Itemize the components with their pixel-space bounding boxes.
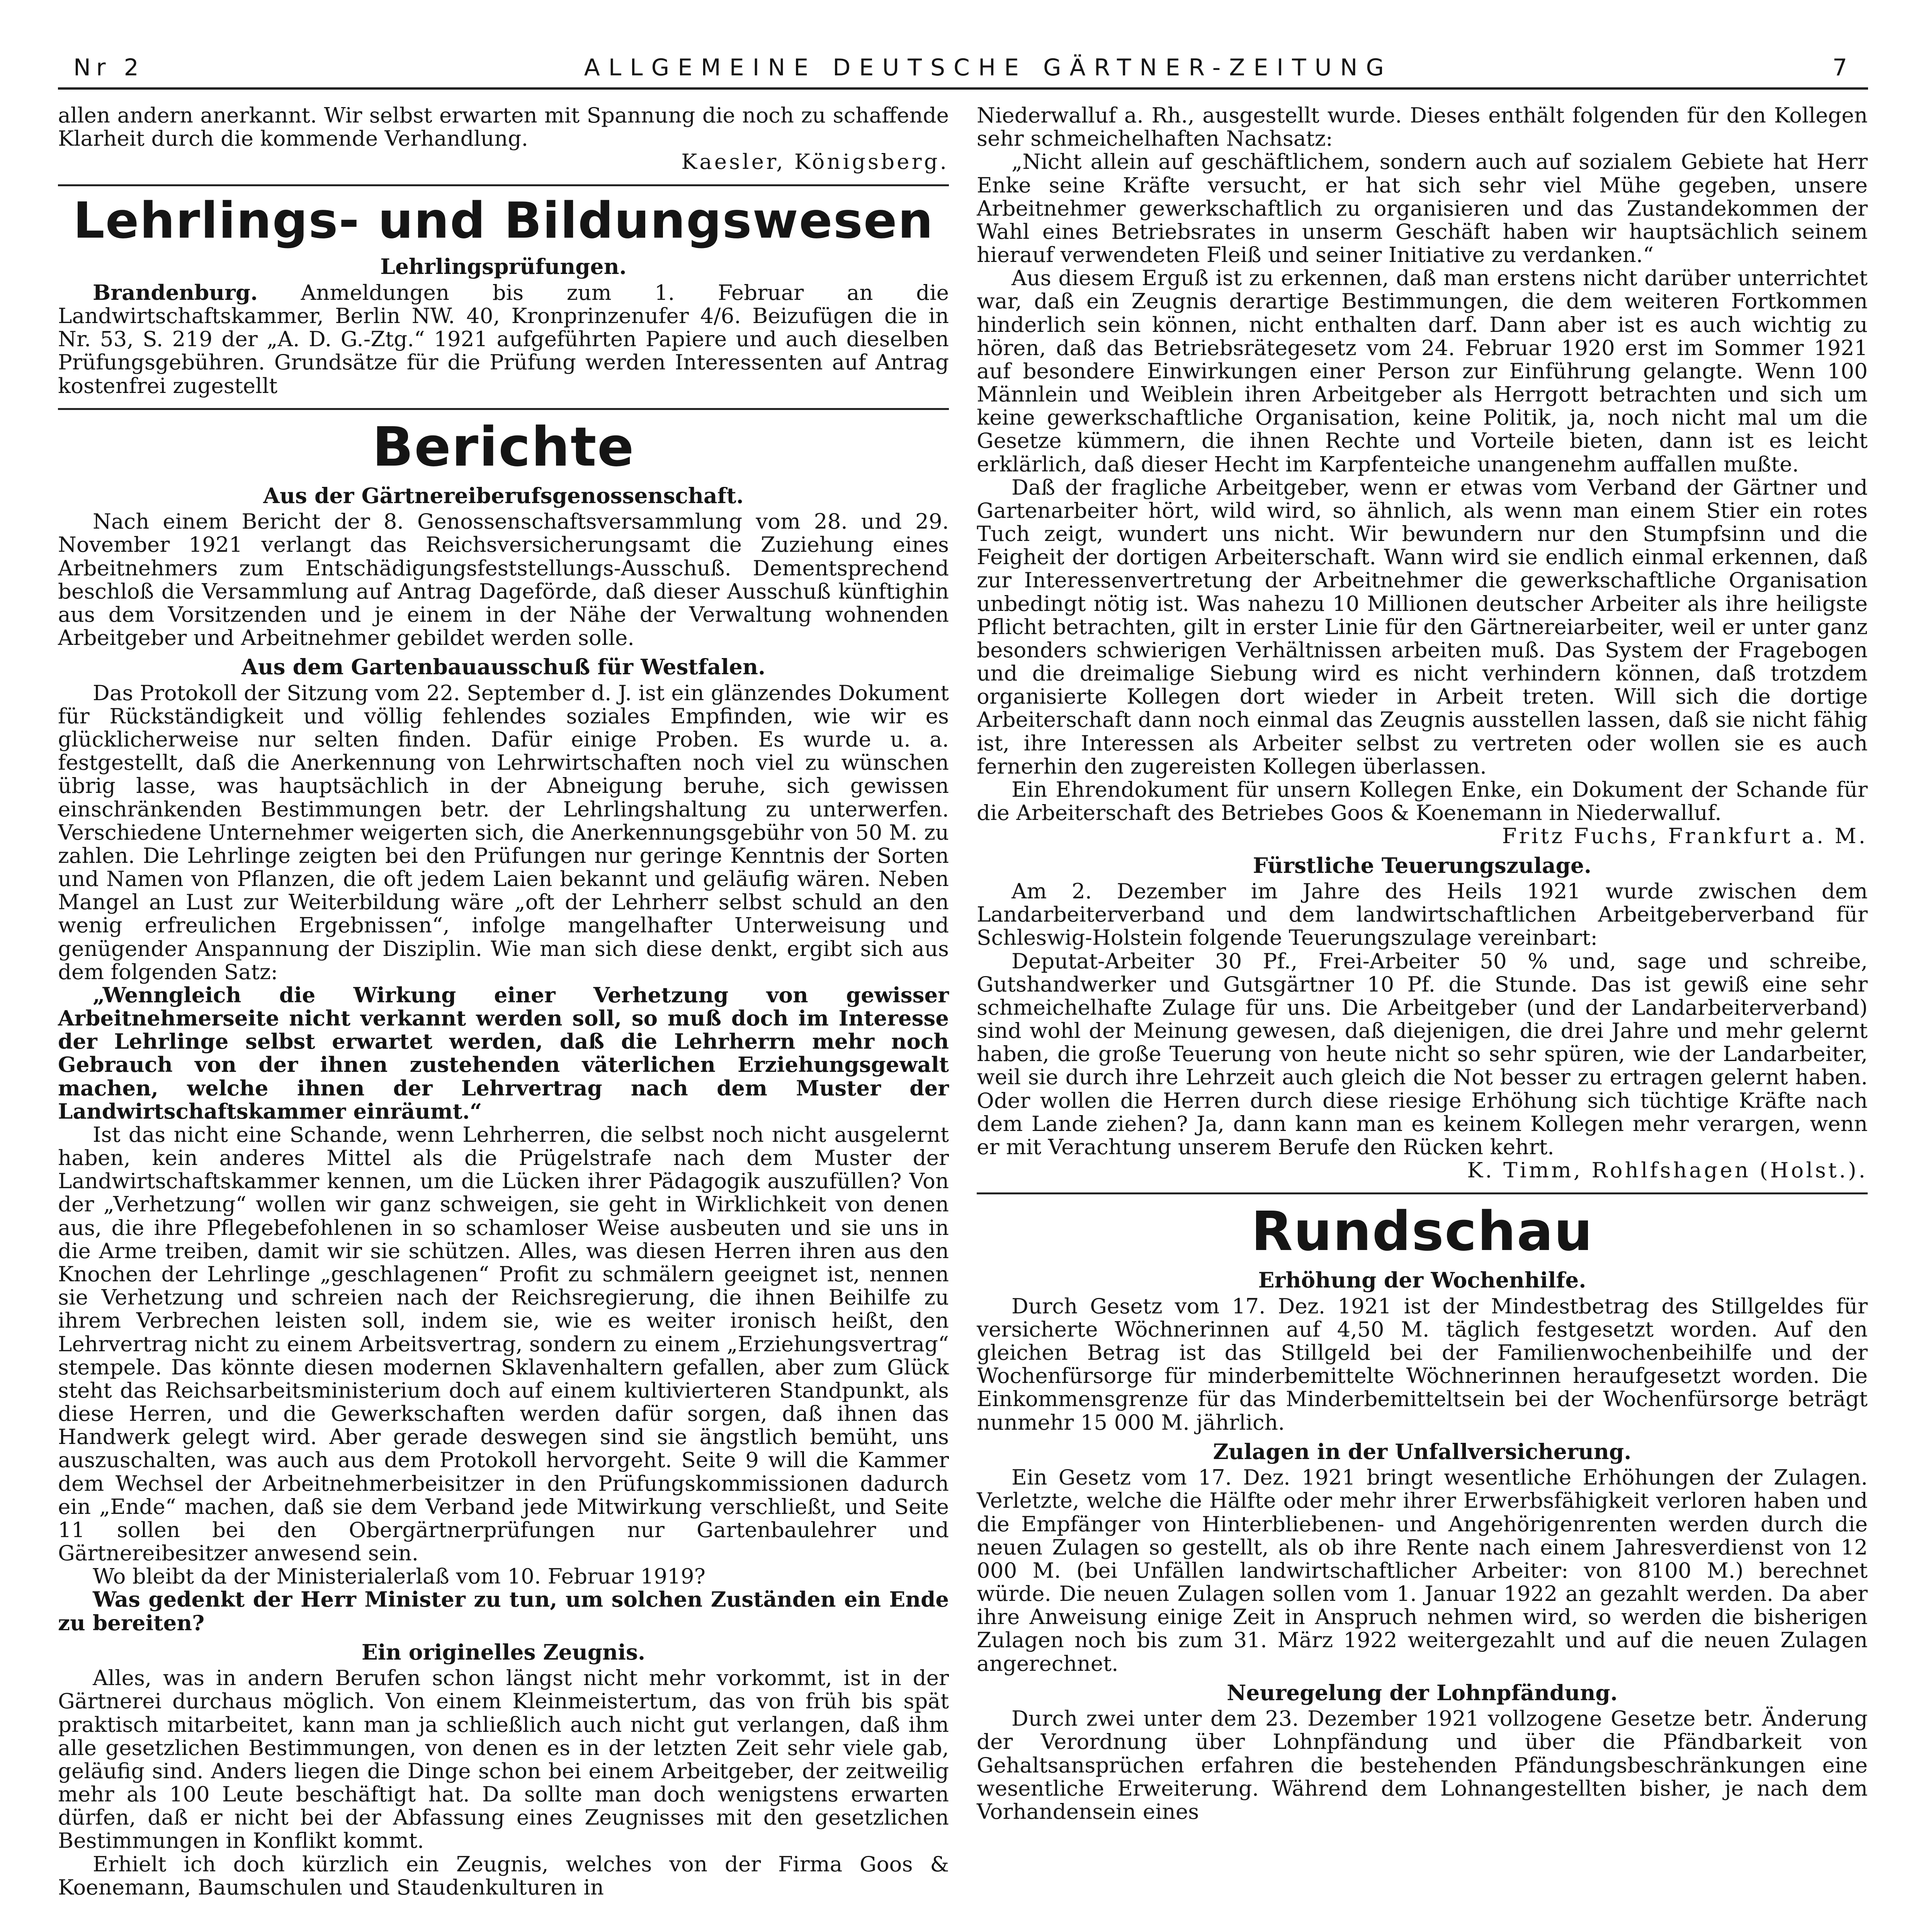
left-column [58, 104, 949, 1899]
paragraph: Ist das nicht eine Schande, wenn Lehrherren, die selbst noch nicht ausgelernt haben, kein anderes Mittel als die Prügelstrafe nach dem Muster der Landwirtschaftskammer kennen, um die Lücken ihrer Pädagogik auszufüllen? Von der „Verhetzung“ wollen wir ganz schweigen, sie geht in Wirklichkeit von denen aus, die ihre Pflegebefohlenen in so schamloser Weise ausbeuten und sie uns in die Arme treiben, damit wir sie schützen. Alles, was diesen Herren ihren aus den Knochen der Lehrlinge „geschlagenen“ Profit zu schmälern geeignet ist, nennen sie Verhetzung und schreien nach der Reichsregierung, die ihnen Beihilfe zu ihrem Verbrechen leisten soll, indem sie, wie es weiter ironisch heißt, den Lehrvertrag nicht zu einem Arbeitsvertrag, sondern zu einem „Erziehungsvertrag“ stempele. Das könnte diesen modernen Sklavenhaltern gefallen, aber zum Glück steht das Reichsarbeitsministerium doch auf einem kultivierteren Standpunkt, als diese Herren, und die Gewerkschaften werden dafür sorgen, daß ihnen das Handwerk gelegt wird. Aber gerade deswegen sind sie ängstlich bemüht, uns auszuschalten, was auch aus dem Protokoll hervorgeht. Seite 9 will die Kammer dem Wechsel der Arbeitnehmerbeisitzer in den Prüfungskommissionen dadurch ein „Ende“ machen, daß sie dem Verband jede Mitwirkung verschließt, und Seite 11 sollen bei den Obergärtnerprüfungen nur Gartenbaulehrer und Gärtnereibesitzer anwesend sein. [58, 1122, 949, 1566]
section-divider [58, 184, 949, 186]
paragraph: Am 2. Dezember im Jahre des Heils 1921 wurde zwischen dem Landarbeiterverband und dem landwirtschaftlichen Arbeitgeberverband für Schleswig-Holstein folgende Teuerungszulage vereinbart: [977, 879, 1868, 950]
paragraph: Daß der fragliche Arbeitgeber, wenn er etwas vom Verband der Gärtner und Gartenarbeiter hört, wild wird, so ähnlich, als wenn man einem Stier ein rotes Tuch zeigt, wundert uns nicht. Wir bewundern nur den Stumpfsinn und die Feigheit der dortigen Arbeiterschaft. Wann wird sie endlich einmal erkennen, daß zur Interessenvertretung der Arbeitnehmer die gewerkschaftliche Organisation unbedingt nötig ist. Was nahezu 10 Millionen deutscher Arbeiter als ihre heiligste Pflicht betrachten, gilt in erster Linie für den Gärtnereiarbeiter, weil er unter ganz besonders schwierigen Verhältnissen arbeiten muß. Das System der Fragebogen und die dreimalige Siebung wird es nicht verhindern können, daß trotzdem organisierte Kollegen dort wieder in Arbeit treten. Will sich die dortige Arbeiterschaft dann noch einmal das Zeugnis ausstellen lassen, daß sie nicht fähig ist, ihre Interessen als Arbeiter selbst zu vertreten oder wollen sie es auch fernerhin den zugereisten Kollegen überlassen. [977, 474, 1868, 779]
section-title-berichte: Berichte [372, 415, 635, 479]
section-divider [977, 1192, 1868, 1194]
paragraph: Ein Ehrendokument für unsern Kollegen Enke, ein Dokument der Schande für die Arbeiterschaft des Betriebes Goos & Koenemann in Niederwalluf. [977, 777, 1868, 825]
paragraph: Aus diesem Erguß ist zu erkennen, daß man erstens nicht darüber unterrichtet war, daß ein Zeugnis derartige Bestimmungen, die dem weiteren Fortkommen hinderlich sein können, nicht enthalten darf. Dann aber ist es auch wichtig zu hören, daß das Betriebsrätegesetz vom 24. Februar 1920 erst im Sommer 1921 auf besondere Einwirkungen einer Person zur Einführung gelangte. Wenn 100 Männlein und Weiblein ihren Arbeitgeber als Herrgott betrachten und sich um keine gewerkschaftliche Organisation, keine Politik, ja, noch nicht mal um die Gesetze kümmern, die ihnen Rechte und Vorteile bieten, dann ist es leicht erklärlich, daß dieser Hecht im Karpfenteiche unangenehm auffallen mußte. [977, 265, 1868, 476]
paragraph: Wo bleibt da der Ministerialerlaß vom 10. Februar 1919? [93, 1564, 705, 1589]
subheading: Ein originelles Zeugnis. [361, 1639, 646, 1665]
article-brandenburg [58, 281, 949, 397]
paragraph: Durch zwei unter dem 23. Dezember 1921 vollzogene Gesetze betr. Änderung der Verordnung über Lohnpfändung und über die Pfändbarkeit von Gehaltsansprüchen erfahren die bestehenden Pfändungsbeschränkungen eine wesentliche Erweiterung. Während dem Lohnangestellten bisher, je nach dem Vorhandensein eines [977, 1706, 1868, 1824]
paragraph: Alles, was in andern Berufen schon längst nicht mehr vorkommt, ist in der Gärtnerei durchaus möglich. Von einem Kleinmeistertum, das von früh bis spät praktisch mitarbeitet, kann man ja schließlich auch nicht gut verlangen, daß ihm alle gesetzlichen Bestimmungen, von denen es in der letzten Zeit sehr viele gab, geläufig sind. Anders liegen die Dinge schon bei einem Arbeitgeber, der zeitweilig mehr als 100 Leute beschäftigt hat. Da sollte man doch wenigstens erwarten dürfen, daß er nicht bei der Abfassung eines Zeugnisses mit den gesetzlichen Bestimmungen in Konflikt kommt. [58, 1665, 949, 1853]
paragraph: Durch Gesetz vom 17. Dez. 1921 ist der Mindestbetrag des Stillgeldes für versicherte Wöchnerinnen auf 4,50 M. täglich festgesetzt worden. Auf den gleichen Betrag ist das Stillgeld bei der Familienwochenbeihilfe und der Wochenfürsorge für minderbemittelte Wöchnerinnen heraufgesetzt worden. Die Einkommensgrenze für das Minderbemitteltsein bei der Wochenfürsorge beträgt nunmehr 15 000 M. jährlich. [977, 1293, 1868, 1435]
subheading: Neuregelung der Lohnpfändung. [1227, 1680, 1618, 1705]
subheading: Aus der Gärtnereiberufsgenossenschaft. [263, 483, 744, 508]
paragraph: Ein Gesetz vom 17. Dez. 1921 bringt wesentliche Erhöhungen der Zulagen. Verletzte, welche die Hälfte oder mehr ihrer Erwerbsfähigkeit verloren haben und die Empfänger von Hinterbliebenen- und Angehörigenrenten werden durch die neuen Zulagen so gestellt, als ob ihre Rente nach einem Jahresverdienst von 12 000 M. (bei Unfällen landwirtschaftlicher Arbeiter: von 8100 M.) berechnet würde. Die neuen Zulagen sollen vom 1. Januar 1922 an gezahlt werden. Da aber ihre Anweisung einige Zeit in Anspruch nehmen wird, so werden die bisherigen Zulagen noch bis zum 31. März 1922 weitergezahlt und auf die neuen Zulagen angerechnet. [977, 1465, 1868, 1676]
article-text: Anmeldungen bis zum 1. Februar an die Landwirtschaftskammer, Berlin NW. 40, Kronprinzenufer 4/6. Beizufügen die in Nr. 53, S. 219 der „A. D. G.-Ztg.“ 1921 aufgeführten Papiere und auch dieselben Prüfungsgebühren. Grundsätze für die Prüfung werden Interessenten auf Antrag kostenfrei zugestellt [58, 280, 949, 398]
place-lead: Brandenburg. [93, 280, 258, 305]
section-title-rundschau: Rundschau [1251, 1200, 1593, 1264]
quote-paragraph: „Nicht allein auf geschäftlichem, sondern auch auf sozialem Gebiete hat Herr Enke seine Kräfte versucht, er hat sich sehr viel Mühe gegeben, unsere Arbeitnehmer gewerkschaftlich zu organisieren und das Zustandekommen der Wahl eines Betriebsrates in unserm Geschäft haben wir hauptsächlich seinem hierauf verwendeten Fleiß und seiner Initiative zu verdanken.“ [977, 149, 1868, 267]
subheading-lehrlingspruefungen: Lehrlingsprüfungen. [380, 254, 627, 279]
quote-paragraph: „Wenngleich die Wirkung einer Verhetzung von gewisser Arbeitnehmerseite nicht verkannt werden soll, so muß doch im Interesse der Lehrlinge selbst erwartet werden, daß die Lehrherrn mehr noch Gebrauch von der ihnen zustehenden väterlichen Erziehungsgewalt machen, welche ihnen der Lehrvertrag nach dem Muster der Landwirtschaftskammer einräumt.“ [58, 982, 949, 1124]
page-number: 7 [1832, 54, 1853, 81]
paragraph: Deputat-Arbeiter 30 Pf., Frei-Arbeiter 50 % und, sage und schreibe, Gutshandwerker und Gutsgärtner 10 Pf. die Stunde. Das ist gewiß eine sehr schmeichelhafte Zulage für uns. Die Arbeitgeber (und der Landarbeiterverband) sind wohl der Meinung gewesen, daß diejenigen, die drei Jahre und mehr gelernt haben, die große Teuerung von heute nicht so sehr spüren, wie der Landarbeiter, weil sie durch ihre Lehrzeit auch gleich die Not besser zu ertragen gelernt haben. Oder wollen die Herren durch diese riesige Erhöhung sich tüchtige Kräfte nach dem Lande ziehen? Ja, dann kann man es keinem Kollegen mehr verargen, wenn er mit Verachtung unserem Berufe den Rücken kehrt. [977, 948, 1868, 1159]
page-header [58, 54, 1868, 86]
paragraph: Niederwalluf a. Rh., ausgestellt wurde. Dieses enthält folgenden für den Kollegen sehr schmeichelhaften Nachsatz: [977, 103, 1868, 151]
author-signature: K. Timm, Rohlfshagen (Holst.). [1467, 1158, 1868, 1183]
author-signature: Fritz Fuchs, Frankfurt a. M. [1502, 823, 1868, 849]
section-title-lehrlingswesen: Lehrlings- und Bildungswesen [73, 192, 934, 250]
masthead: ALLGEMEINE DEUTSCHE GÄRTNER-ZEITUNG [584, 54, 1392, 81]
subheading: Aus dem Gartenbauausschuß für Westfalen. [241, 654, 766, 680]
paragraph: Erhielt ich doch kürzlich ein Zeugnis, welches von der Firma Goos & Koenemann, Baumschulen und Staudenkulturen in [58, 1851, 949, 1900]
intro-signature: Kaesler, Königsberg. [681, 149, 949, 174]
columns [58, 104, 1868, 1899]
subheading: Zulagen in der Unfallversicherung. [1213, 1439, 1632, 1464]
paragraph: Nach einem Bericht der 8. Genossenschaftsversammlung vom 28. und 29. November 1921 verlangt das Reichsversicherungsamt die Zuziehung eines Arbeitnehmers zum Entschädigungsfeststellungs-Ausschuß. Dementsprechend beschloß die Versammlung auf Antrag Dageförde, daß dieser Ausschuß künftighin aus dem Vorsitzenden und je einem in der Nähe der Verwaltung wohnenden Arbeitgeber und Arbeitnehmer gebildet werden solle. [58, 509, 949, 650]
right-column [977, 104, 1868, 1899]
header-rule [58, 87, 1868, 90]
subheading: Fürstliche Teuerungszulage. [1253, 852, 1592, 878]
intro-paragraph: allen andern anerkannt. Wir selbst erwarten mit Spannung die noch zu schaffende Klarheit durch die kommende Verhandlung. [58, 103, 949, 151]
subheading: Erhöhung der Wochenhilfe. [1258, 1267, 1586, 1293]
issue-number: Nr 2 [73, 54, 144, 81]
bold-paragraph: Was gedenkt der Herr Minister zu tun, um solchen Zuständen ein Ende zu bereiten? [58, 1587, 949, 1635]
section-divider [58, 408, 949, 410]
paragraph: Das Protokoll der Sitzung vom 22. September d. J. ist ein glänzendes Dokument für Rückständigkeit und völlig fehlendes soziales Empfinden, wie wir es glücklicherweise nur selten finden. Dafür einige Proben. Es wurde u. a. festgestellt, daß die Anerkennung von Lehrwirtschaften noch viel zu wünschen übrig lasse, was hauptsächlich in der Abneigung beruhe, sich gewissen einschränkenden Bestimmungen betr. der Lehrlingshaltung zu unterwerfen. Verschiedene Unternehmer weigerten sich, die Anerkennungsgebühr von 50 M. zu zahlen. Die Lehrlinge zeigten bei den Prüfungen nur geringe Kenntnis der Sorten und Namen von Pflanzen, die oft jedem Laien bekannt und geläufig wären. Neben Mangel an Lust zur Weiterbildung wäre „oft der Lehrherr selbst schuld an den wenig erfreulichen Ergebnissen“, infolge mangelhafter Unterweisung und genügender Anspannung der Disziplin. Wie man sich diese denkt, ergibt sich aus dem folgenden Satz: [58, 680, 949, 984]
